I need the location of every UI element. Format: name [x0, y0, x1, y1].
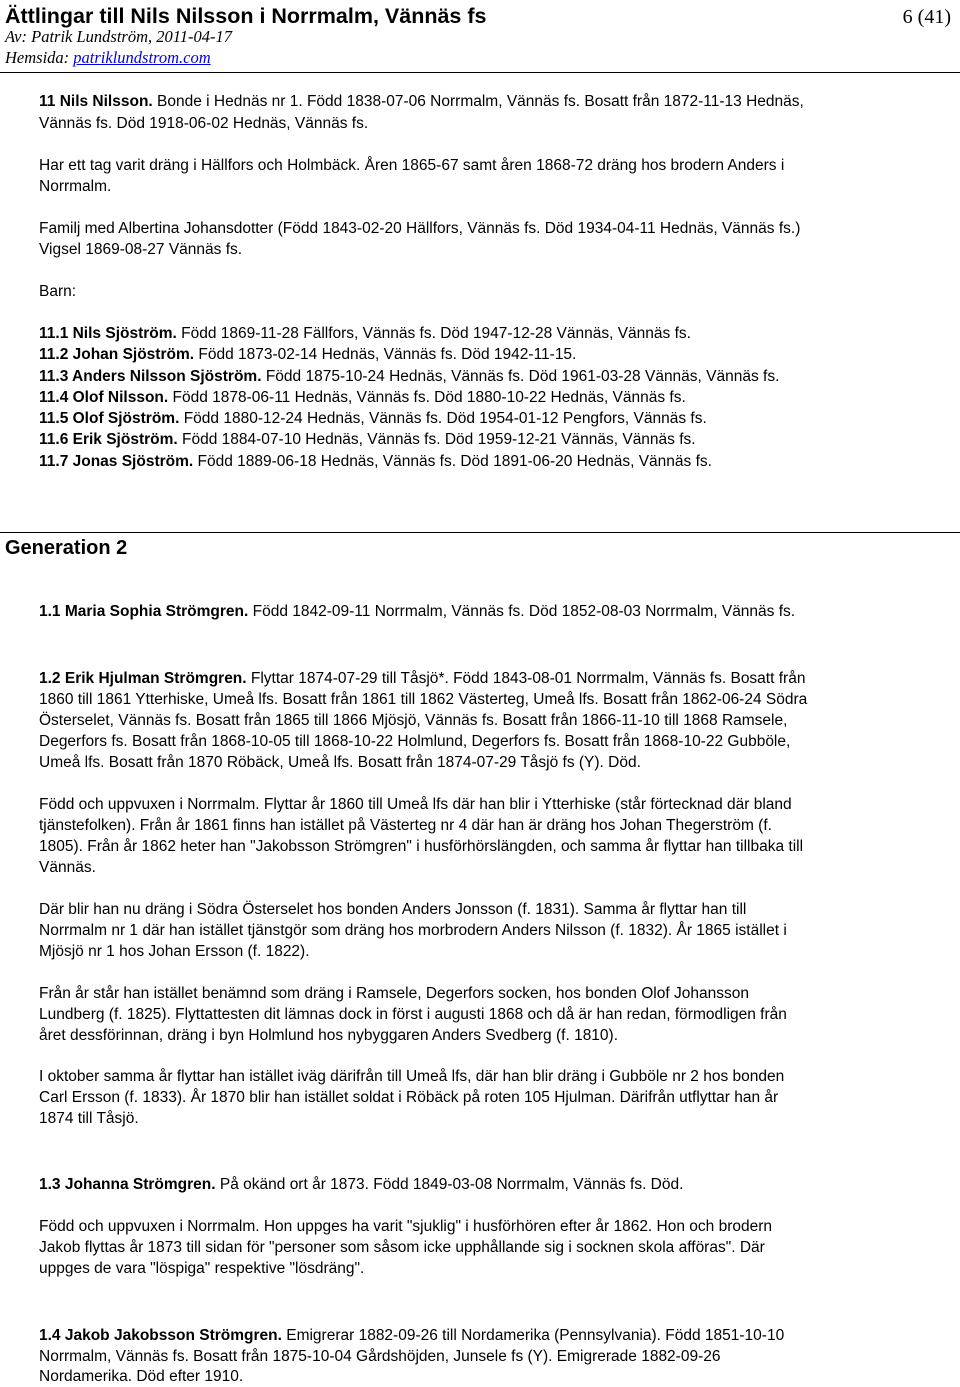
- child-name: 11.1 Nils Sjöström.: [39, 325, 177, 342]
- child-name: 11.7 Jonas Sjöström.: [39, 453, 194, 470]
- person-1-2-name: 1.2 Erik Hjulman Strömgren.: [39, 670, 247, 687]
- person-11-name: 11 Nils Nilsson.: [39, 93, 153, 110]
- person-1-2-bio-2: Norrmalm nr 1 där han istället tjänstgör som dräng hos morbrodern Anders Nilsson (f. 1832). År 1865 istället i: [39, 922, 787, 939]
- person-11-line-1: 11 Nils Nilsson. Bonde i Hednäs nr 1. Född 1838-07-06 Norrmalm, Vännäs fs. Bosatt från 1872-11-13 Hednäs,: [39, 93, 804, 110]
- person-1-3-bio: uppges de vara "löspiga" respektive "lösdräng".: [39, 1260, 365, 1277]
- person-1-2-line: Umeå lfs. Bosatt från 1870 Röbäck, Umeå lfs. Bosatt från 1874-07-29 Tåsjö fs (Y). Död.: [39, 754, 641, 771]
- person-1-2-bio-3: året dessförinnan, dräng i byn Holmlund hos nybyggaren Anders Svedberg (f. 1810).: [39, 1027, 619, 1044]
- person-1-2-bio-1: Född och uppvuxen i Norrmalm. Flyttar år 1860 till Umeå lfs där han blir i Ytterhiske (står förtecknad där bland: [39, 796, 792, 813]
- child-item: 11.2 Johan Sjöström. Född 1873-02-14 Hednäs, Vännäs fs. Död 1942-11-15.: [39, 346, 577, 363]
- person-1-3-name: 1.3 Johanna Strömgren.: [39, 1176, 216, 1193]
- page-number: 6 (41): [902, 6, 951, 28]
- author-line: Av: Patrik Lundström, 2011-04-17: [5, 27, 233, 46]
- child-item: 11.1 Nils Sjöström. Född 1869-11-28 Fällfors, Vännäs fs. Död 1947-12-28 Vännäs, Vännäs fs.: [39, 325, 691, 342]
- person-1-4-line: Nordamerika. Död efter 1910.: [39, 1368, 244, 1385]
- children-label: Barn:: [39, 283, 77, 300]
- child-name: 11.4 Olof Nilsson.: [39, 389, 169, 406]
- child-name: 11.2 Johan Sjöström.: [39, 346, 195, 363]
- child-item: 11.5 Olof Sjöström. Född 1880-12-24 Hednäs, Vännäs fs. Död 1954-01-12 Pengfors, Vännäs fs.: [39, 410, 707, 427]
- child-item: 11.4 Olof Nilsson. Född 1878-06-11 Hednäs, Vännäs fs. Död 1880-10-22 Hednäs, Vännäs fs.: [39, 389, 686, 406]
- person-11-family-line-2: Vigsel 1869-08-27 Vännäs fs.: [39, 241, 243, 258]
- person-1-2-bio-4: 1874 till Tåsjö.: [39, 1110, 139, 1127]
- person-1-2-line-1: 1.2 Erik Hjulman Strömgren. Flyttar 1874-07-29 till Tåsjö*. Född 1843-08-01 Norrmalm, Vännäs fs. Bosatt från: [39, 670, 806, 687]
- person-1-3-bio: Född och uppvuxen i Norrmalm. Hon uppges ha varit "sjuklig" i husförhören efter år 1862. Hon och brodern: [39, 1218, 773, 1235]
- person-1-2-line: Österselet, Vännäs fs. Bosatt från 1865 till 1866 Mjösjö, Vännäs fs. Bosatt från 1866-11-10 till 1868 Ramsele,: [39, 712, 788, 729]
- person-1-3-line: 1.3 Johanna Strömgren. På okänd ort år 1873. Född 1849-03-08 Norrmalm, Vännäs fs. Död.: [39, 1176, 684, 1193]
- person-1-3-bio: Jakob flyttas år 1873 till sidan för "personer som såsom icke upphållande sig i socknen skola afföras". Där: [39, 1239, 765, 1256]
- person-1-4-line: Norrmalm, Vännäs fs. Bosatt från 1875-10-04 Gårdshöjden, Junsele fs (Y). Emigrerade 1882-09-26: [39, 1348, 721, 1365]
- person-1-1-name: 1.1 Maria Sophia Strömgren.: [39, 603, 249, 620]
- person-1-4-name: 1.4 Jakob Jakobsson Strömgren.: [39, 1327, 282, 1344]
- child-name: 11.5 Olof Sjöström.: [39, 410, 180, 427]
- generation-divider: [0, 532, 960, 533]
- person-11-line-2: Vännäs fs. Död 1918-06-02 Hednäs, Vännäs fs.: [39, 115, 369, 132]
- person-1-2-bio-4: I oktober samma år flyttar han istället iväg därifrån till Umeå lfs, där han blir dräng i Gubböle nr 2 hos bonden: [39, 1068, 785, 1085]
- child-name: 11.3 Anders Nilsson Sjöström.: [39, 368, 262, 385]
- person-11-bio-line-2: Norrmalm.: [39, 178, 112, 195]
- website-line: [5, 48, 211, 68]
- person-1-2-bio-3: Från år står han istället benämnd som dräng i Ramsele, Degerfors socken, hos bonden Olof Johansson: [39, 985, 749, 1002]
- website-label: Hemsida:: [5, 48, 74, 67]
- child-item: 11.6 Erik Sjöström. Född 1884-07-10 Hednäs, Vännäs fs. Död 1959-12-21 Vännäs, Vännäs fs.: [39, 431, 696, 448]
- document-title: Ättlingar till Nils Nilsson i Norrmalm, Vännäs fs: [5, 4, 487, 28]
- child-name: 11.6 Erik Sjöström.: [39, 431, 178, 448]
- website-link[interactable]: patriklundstrom.com: [73, 48, 211, 67]
- person-1-2-bio-1: Vännäs.: [39, 859, 96, 876]
- person-11-bio-line-1: Har ett tag varit dräng i Hällfors och Holmbäck. Åren 1865-67 samt åren 1868-72 dräng hos brodern Anders i: [39, 157, 785, 174]
- child-item: 11.3 Anders Nilsson Sjöström. Född 1875-10-24 Hednäs, Vännäs fs. Död 1961-03-28 Vännäs, Vännäs fs.: [39, 368, 780, 385]
- person-1-2-bio-2: Där blir han nu dräng i Södra Österselet hos bonden Anders Jonsson (f. 1831). Samma år flyttar han till: [39, 901, 747, 918]
- header-divider: [0, 72, 960, 73]
- person-1-2-bio-4: Carl Ersson (f. 1833). År 1870 blir han istället soldat i Röbäck på roten 105 Hjulman. Därifrån utflyttar han år: [39, 1089, 779, 1106]
- person-1-2-bio-1: tjänstefolken). Från år 1861 finns han istället på Västerteg nr 4 där han är dräng hos Johan Thegerström (f.: [39, 817, 772, 834]
- person-1-1-line: 1.1 Maria Sophia Strömgren. Född 1842-09-11 Norrmalm, Vännäs fs. Död 1852-08-03 Norrmalm, Vännäs fs.: [39, 603, 796, 620]
- person-1-2-line: 1860 till 1861 Ytterhiske, Umeå lfs. Bosatt från 1861 till 1862 Västerteg, Umeå lfs. Bosatt från 1862-06-24 Södra: [39, 691, 808, 708]
- person-1-2-bio-2: Mjösjö nr 1 hos Johan Ersson (f. 1822).: [39, 943, 310, 960]
- person-1-2-bio-1: 1805). Från år 1862 heter han "Jakobsson Strömgren" i husförhörslängden, och samma år flyttar han tillbaka till: [39, 838, 804, 855]
- person-1-2-line: Degerfors fs. Bosatt från 1868-10-05 till 1868-10-22 Holmlund, Degerfors fs. Bosatt från 1868-10-22 Gubböle,: [39, 733, 791, 750]
- child-item: 11.7 Jonas Sjöström. Född 1889-06-18 Hednäs, Vännäs fs. Död 1891-06-20 Hednäs, Vännäs fs.: [39, 453, 712, 470]
- generation-heading: Generation 2: [5, 537, 128, 559]
- person-1-4-line-1: 1.4 Jakob Jakobsson Strömgren. Emigrerar 1882-09-26 till Nordamerika (Pennsylvania). Född 1851-10-10: [39, 1327, 785, 1344]
- person-11-family-line-1: Familj med Albertina Johansdotter (Född 1843-02-20 Hällfors, Vännäs fs. Död 1934-04-11 Hednäs, Vännäs fs.): [39, 220, 801, 237]
- person-1-2-bio-3: Lundberg (f. 1825). Flyttattesten dit lämnas dock in först i augusti 1868 och då är han redan, förmodligen från: [39, 1006, 787, 1023]
